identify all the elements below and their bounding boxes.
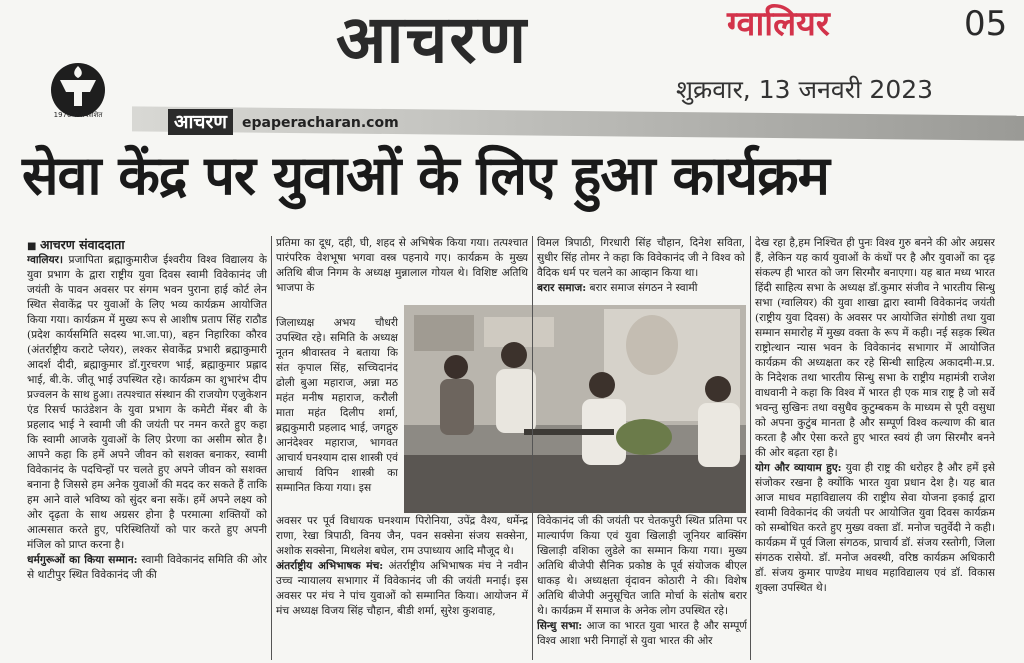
subhead-brar-samaj: बरार समाज: bbox=[537, 282, 587, 294]
subhead-sindhu-sabha: सिन्धु सभा: bbox=[537, 620, 583, 632]
svg-text:1970 से प्रकाशित: 1970 से प्रकाशित bbox=[53, 111, 103, 119]
subtext-brar-samaj: बरार समाज संगठन ने स्वामी bbox=[589, 282, 698, 294]
subtext-sindhu-sabha: आज का भारत युवा भारत है और सम्पूर्ण विश्व आशा भरी निगाहों से युवा भारत की ओर bbox=[537, 620, 747, 647]
website-link[interactable]: epaperacharan.com bbox=[242, 115, 399, 131]
article-column-3-top bbox=[537, 236, 745, 302]
article-column-1 bbox=[27, 253, 267, 657]
column-3-top-text: विमल त्रिपाठी, गिरधारी सिंह चौहान, दिनेश सविता, सुधीर सिंह तोमर ने कहा कि विवेकानंद जी ने विश्व को वैदिक धर्म पर चलने का आव्हान किया था। bbox=[537, 237, 745, 279]
column-divider bbox=[750, 236, 751, 660]
issue-date: शुक्रवार, 13 जनवरी 2023 bbox=[676, 75, 934, 104]
event-photo-image bbox=[404, 305, 746, 513]
page-number: 05 bbox=[964, 4, 1008, 44]
article-headline: सेवा केंद्र पर युवाओं के लिए हुआ कार्यक्रम bbox=[22, 144, 829, 207]
column-divider bbox=[271, 236, 272, 660]
byline: ■ आचरण संवाददाता bbox=[27, 236, 125, 253]
column-3-bottom-text: विवेकानंद जी की जयंती पर चेतकपुरी स्थित प्रतिमा पर माल्यार्पण किया एवं युवा खिलाड़ी जूनियर बाक्सिंग खिलाड़ी वशिका लुडेले का सम्मान किया गया। मुख्य अतिथि बीजेपी सैनिक प्रकोष्ठ के पूर्व संयोजक बीएल धाकड़ थे। अध्यक्षता वृंदावन कोठारी ने की। विशेष अतिथि बीजेपी अनुसूचित जाति मोर्चा के संतोष बरार थे। कार्यक्रम में समाज के अनेक लोग उपस्थित रहे। bbox=[537, 515, 747, 617]
newspaper-logo-torch-icon bbox=[34, 62, 122, 120]
article-column-4 bbox=[755, 236, 995, 658]
article-column-3-bottom bbox=[537, 514, 747, 660]
article-column-2-bottom bbox=[276, 514, 528, 660]
subhead-dharmguru: धर्मगुरूओं का किया सम्मान: bbox=[27, 554, 138, 566]
article-column-2-left: जिलाध्यक्ष अभय चौधरी उपस्थित रहे। समिति के अध्यक्ष नूतन श्रीवास्तव ने बताया कि संत कृपाल सिंह, सच्चिदानंद ढोली बुआ महाराज, अन्ना मठ महंत मनीष महाराज, करौली माता महंत दिलीप शर्मा, ब्रह्मकुमारी प्रहलाद भाई, जगद्गुरु आनंदेश्वर महाराज, भागवत आचार्य घनश्याम दास शास्त्री एवं आचार्य विपिन शास्त्री का सम्मानित किया गया। इस bbox=[276, 317, 398, 494]
event-photo bbox=[404, 305, 746, 513]
band-brand: आचरण bbox=[168, 109, 233, 135]
subtext-dharmguru: स्वामी विवेकानंद समिति की ओर से थाटीपुर स्थित विवेकानंद जी की bbox=[27, 554, 267, 581]
subtext-abhibhashak-manch: अंतर्राष्ट्रीय अभिभाषक मंच ने नवीन उच्च न्यायालय सभागार में विवेकानंद जी की जयंती मनाई। इस अवसर पर मंच ने पांच युवाओं को सम्मानित किया। आयोजन में मंच अध्यक्ष विजय सिंह चौहान, बीडी शर्मा, सुरेश कुशवाह, bbox=[276, 560, 528, 617]
column-divider bbox=[532, 236, 533, 660]
dateline: ग्वालियर। bbox=[27, 254, 64, 266]
subhead-abhibhashak-manch: अंतर्राष्ट्रीय अभिभाषक मंच: bbox=[276, 560, 384, 572]
edition-city: ग्वालियर bbox=[727, 4, 830, 44]
subtext-yog-vyayam: युवा ही राष्ट्र की धरोहर है और हमें इसे संजोकर रखना है क्योंकि भारत युवा प्रधान देश है। यह बात आज माधव महाविद्यालय की राष्ट्रीय सेवा योजना इकाई द्वारा स्वामी विवेकानंद की जयंती पर आयोजित युवा दिवस कार्यक्रम को सम्बोधित करते हुए मुख्य वक्ता डॉ. मनोज चतुर्वेदी ने कही। कार्यक्रम में पूर्व जिला संगठक, प्राचार्य डॉ. संजय रस्तोगी, जिला संगठक रासेयो. डॉ. मनोज अवस्थी, वरिष्ठ कार्यक्रम अधिकारी डॉ. संजय कुमार पाण्डेय माधव महाविद्यालय एवं डॉ. विकास शुक्ला उपस्थित थे। bbox=[755, 462, 995, 594]
newspaper-name: आचरण bbox=[336, 1, 529, 78]
article-column-2-top: प्रतिमा का दूध, दही, घी, शहद से अभिषेक किया गया। तत्पश्चात पारंपरिक वेशभूषा भगवा वस्त्र पहनाये गए। कार्यक्रम के मुख्य अतिथि बीज निगम के अध्यक्ष मुन्नालाल गोयल थे। विशिष्ट अतिथि भाजपा के bbox=[276, 237, 528, 294]
masthead bbox=[0, 0, 1024, 120]
column-4-text: देख रहा है,हम निश्चित ही पुनः विश्व गुरु बनने की ओर अग्रसर हैं, लेकिन यह कार्य युवाओं के कंधों पर है और युवाओं का दृढ़ संकल्प ही भारत को जग सिरमौर बनाएगा। यह बात मध्य भारत हिंदी साहित्य सभा के अध्यक्ष डॉ.कुमार संजीव ने भारतीय सिन्धु सभा (ग्वालियर) की युवा शाखा द्वारा स्वामी विवेकानंद जयंती (राष्ट्रीय युवा दिवस) के अवसर पर आयोजित संगोष्ठी तथा युवा सम्मान समारोह में मुख्य वक्ता के रूप में कही। नई सड़क स्थित राष्ट्रोत्थान न्यास भवन के विवेकानंद सभागार में आयोजित कार्यक्रम की अध्यक्षता कर रहे सिन्धी साहित्य अकादमी-म.प्र. के निदेशक तथा भारतीय सिन्धु सभा के राष्ट्रीय महामंत्री राजेश वाधवानी ने कहा कि विश्व में भारत ही एक मात्र राष्ट्र है जो सर्वे भवन्तु सुखिनः तथा वसुधैव कुटुम्बकम के माध्यम से पूरी वसुधा को अपना कुटुंब मानता है और सम्पूर्ण विश्व कल्याण की बात करता है और ऐसा करते हुए भारत स्वयं ही जग सिरमौर बनने की ओर बढ़ता रहा है। bbox=[755, 237, 995, 459]
subhead-yog-vyayam: योग और व्यायाम हुए: bbox=[755, 462, 842, 474]
column-1-text: प्रजापिता ब्रह्माकुमारीज ईश्वरीय विश्व विद्यालय के युवा प्रभाग के द्वारा राष्ट्रीय युवा दिवस स्वामी विवेकानंद जी जयंती के पावन अवसर पर संगम भवन पुराना हाई कोर्ट लेन स्थित सेवाकेंद्र पर युवाओं के लिए भव्य कार्यक्रम आयोजित किया गया। कार्यक्रम में मुख्य रूप से आशीष प्रताप सिंह राठौड (प्रदेश कार्यसमिति सदस्य भा.जा.पा), बहन निहारिका कौरव (अंतर्राष्ट्रीय कराटे प्लेयर), लश्कर सेवाकेंद्र प्रभारी ब्रह्माकुमारी आदर्श दीदी, ब्रह्माकुमार डॉ.गुरचरण भाई, ब्रह्माकुमार प्रह्लाद भाई, बी.के. जीतू भाई उपस्थित रहे। कार्यक्रम का शुभारंभ दीप प्रज्वलन के साथ हुआ। तत्पश्चात संस्थान की राजयोग एजुकेशन एंड रिसर्च फाउंडेशन के युवा प्रभाग के कमेटी मेंबर बी के प्रहलाद भाई ने स्वामी जी की जयंती पर नमन करते हुए कहा कि स्वामी आजके युवाओं के लिए प्रेरणा का असीम स्रोत है। आपने कहा कि हमें अपने जीवन को सशक्त बनाकर, स्वामी विवेकानंद के पदचिन्हों पर चलते हुए अपने जीवन को सशक्त बनाना है जिससे हम अनेक युवाओं की मदद कर सकते हैं ताकि हम आने वाले भविष्य को सुंदर बना सकें। हमें अपने लक्ष्य को ओर दृढ़ता के साथ अग्रसर होना है परमात्मा शक्तियों को आत्मसात करते हुए, परिस्थितियों को पार करते हुए अपनी मंजिल को प्राप्त करना है। bbox=[27, 254, 267, 551]
column-2-bottom-text: अवसर पर पूर्व विधायक घनश्याम पिरोनिया, उपेंद्र वैश्य, धर्मेन्द्र राणा, रेखा त्रिपाठी, विनय जैन, पवन सक्सेना संजय सक्सेना, अशोक सक्सेना, मिथलेश बघेल, राम उपाध्याय आदि मौजूद थे। bbox=[276, 515, 528, 557]
